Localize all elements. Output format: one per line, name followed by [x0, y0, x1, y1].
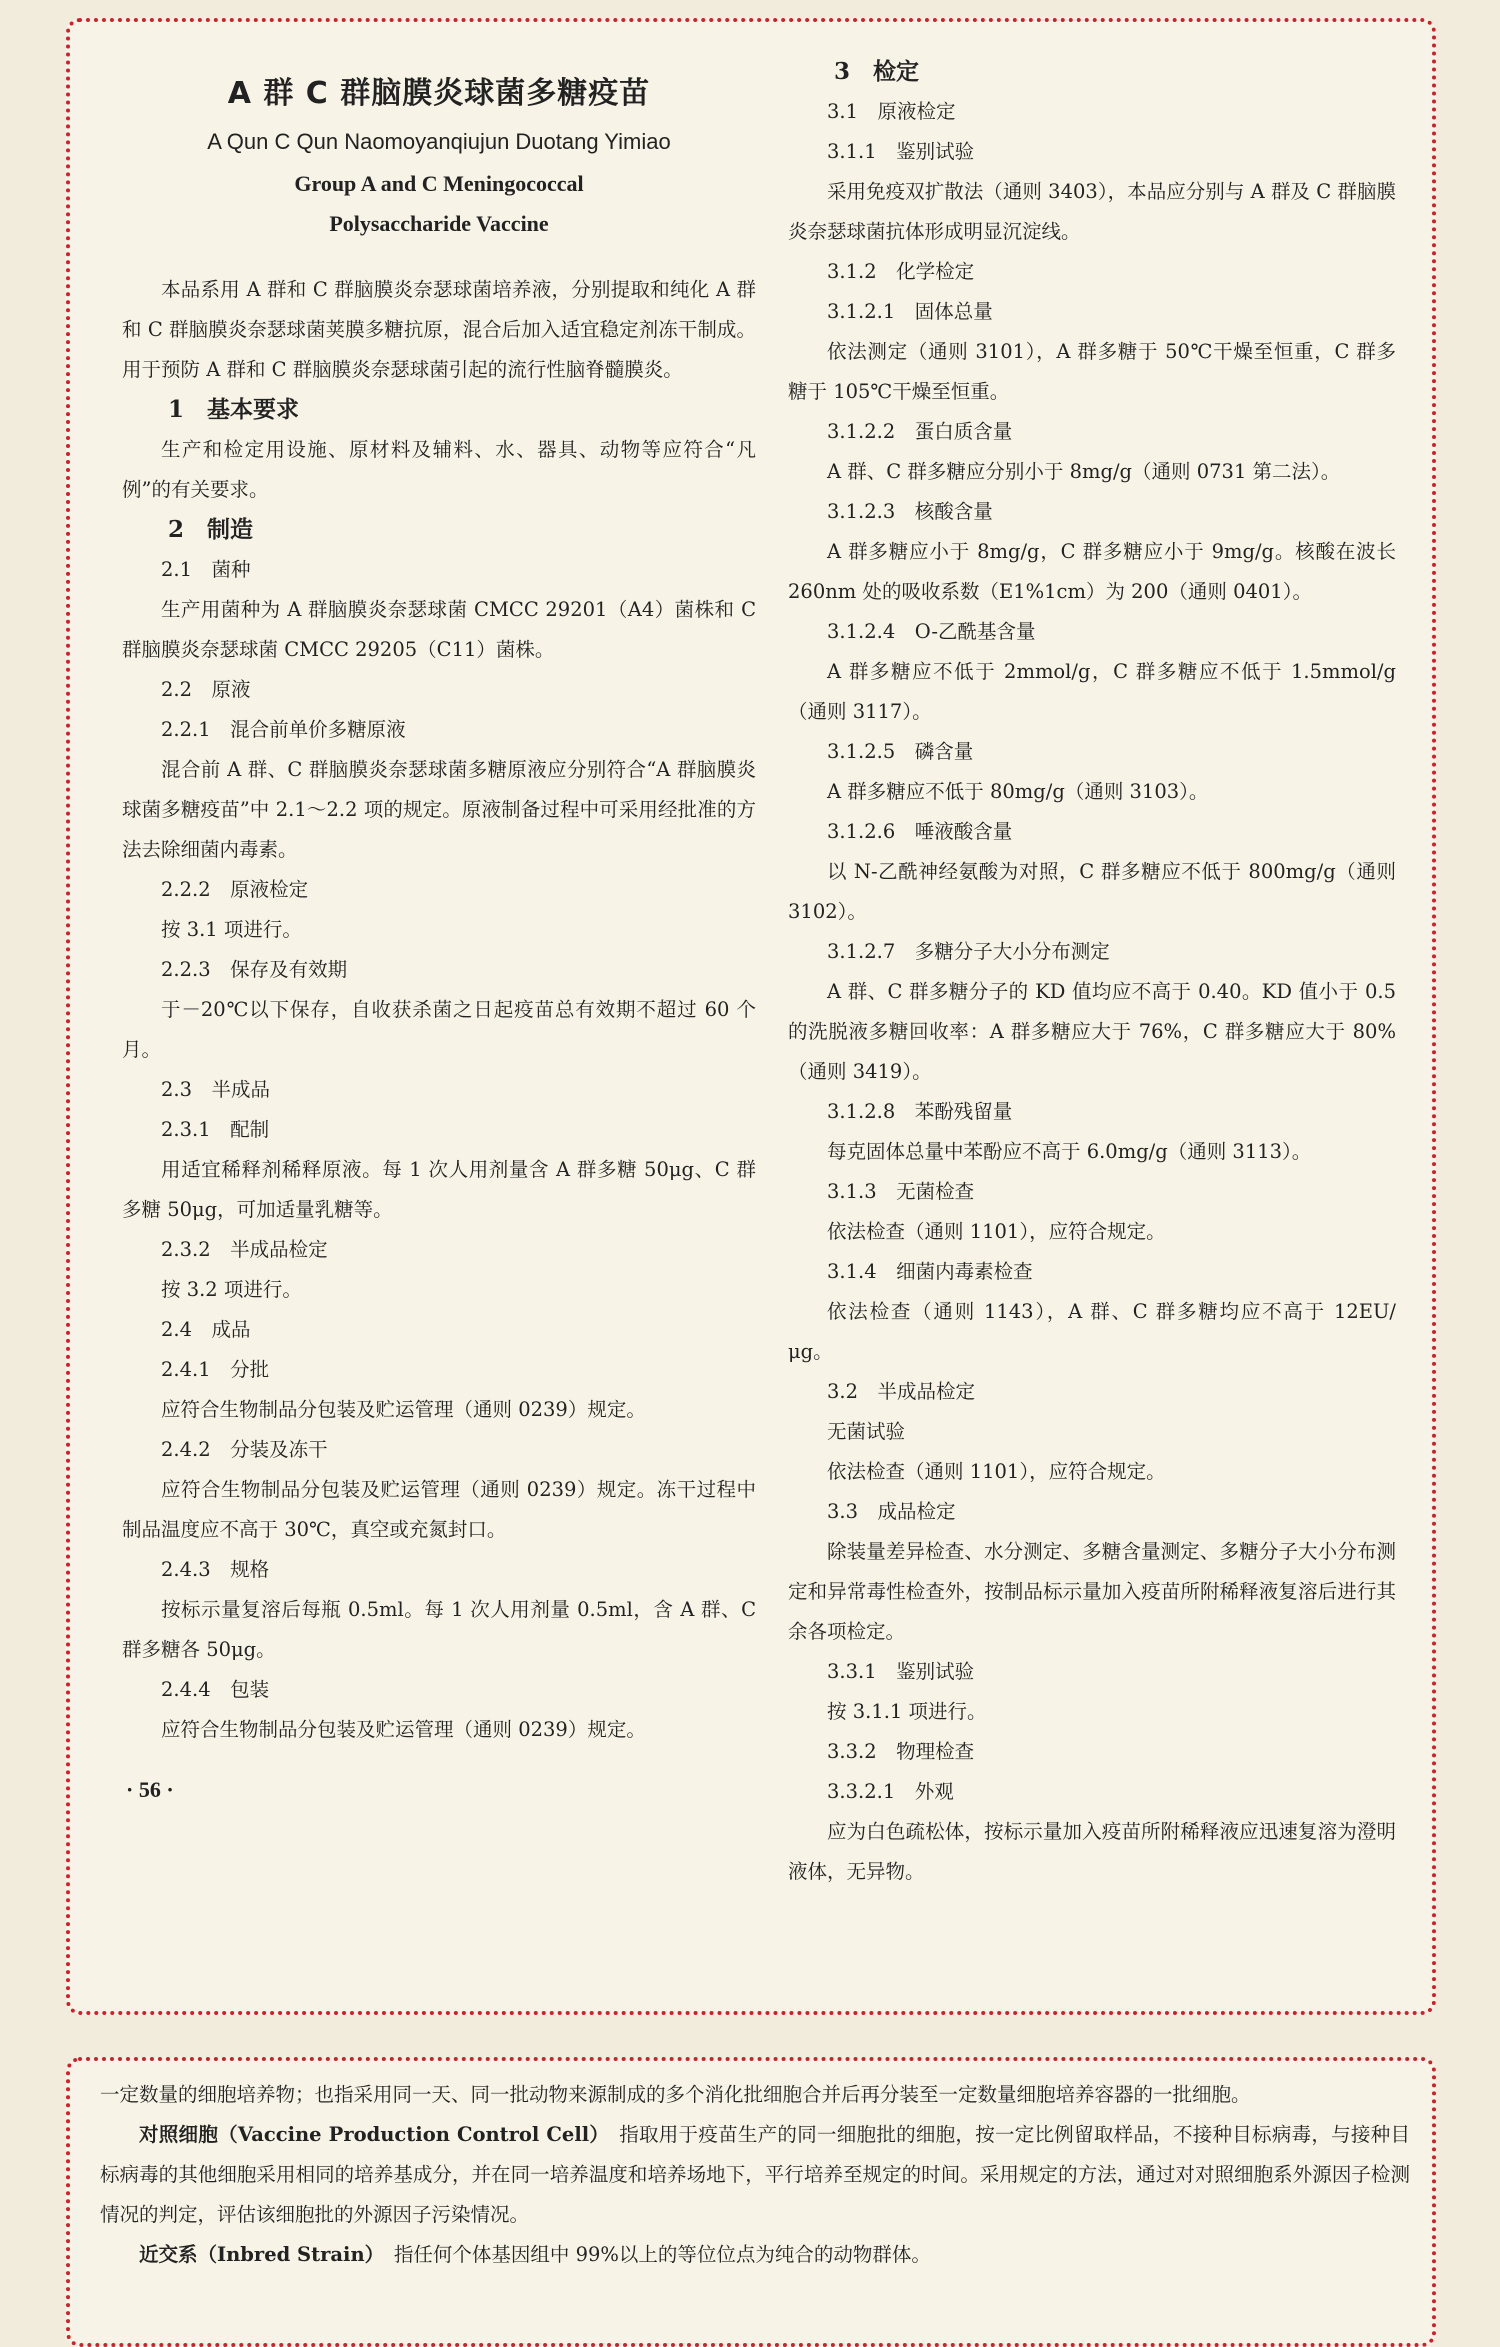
heading-2-4-2: 2.4.2 分装及冻干: [161, 1438, 328, 1461]
heading-3: 3 检定: [834, 58, 920, 85]
para-2-4-1: 应符合生物制品分包装及贮运管理（通则 0239）规定。: [161, 1398, 646, 1421]
heading-2-4: 2.4 成品: [161, 1318, 251, 1341]
para-3-3-1: 按 3.1.1 项进行。: [827, 1700, 987, 1723]
para-3-3-2-1: 应为白色疏松体，按标示量加入疫苗所附稀释液应迅速复溶为澄明液体，无异物。: [788, 1820, 1396, 1883]
para-2-3-2: 按 3.2 项进行。: [161, 1278, 302, 1301]
heading-3-3-2-1: 3.3.2.1 外观: [827, 1780, 954, 1803]
heading-3-1-2-6: 3.1.2.6 唾液酸含量: [827, 820, 1013, 843]
heading-3-1-2-1: 3.1.2.1 固体总量: [827, 300, 993, 323]
heading-2-1: 2.1 菌种: [161, 558, 251, 581]
para-3-1-2-1: 依法测定（通则 3101），A 群多糖于 50℃干燥至恒重，C 群多糖于 105℃干燥至恒重。: [788, 340, 1396, 403]
heading-3-1-2-7: 3.1.2.7 多糖分子大小分布测定: [827, 940, 1110, 963]
glossary-line-1: 一定数量的细胞培养物；也指采用同一天、同一批动物来源制成的多个消化批细胞合并后再分装至一定数量细胞培养容器的一批细胞。: [100, 2083, 1251, 2106]
para-2-4-2: 应符合生物制品分包装及贮运管理（通则 0239）规定。冻干过程中制品温度应不高于 30℃，真空或充氮封口。: [122, 1478, 756, 1541]
heading-3-1-3: 3.1.3 无菌检查: [827, 1180, 975, 1203]
para-3-1-4: 依法检查（通则 1143），A 群、C 群多糖均应不高于 12EU/μg。: [788, 1300, 1396, 1363]
heading-3-1-2-5: 3.1.2.5 磷含量: [827, 740, 974, 763]
para-3-1-2-4: A 群多糖应不低于 2mmol/g，C 群多糖应不低于 1.5mmol/g（通则 3117）。: [788, 660, 1396, 723]
para-3-1-2-2: A 群、C 群多糖应分别小于 8mg/g（通则 0731 第二法）。: [827, 460, 1341, 483]
para-2-4-4: 应符合生物制品分包装及贮运管理（通则 0239）规定。: [161, 1718, 646, 1741]
heading-3-1-2-8: 3.1.2.8 苯酚残留量: [827, 1100, 1013, 1123]
heading-3-2-sub: 无菌试验: [827, 1420, 906, 1443]
heading-3-1-2: 3.1.2 化学检定: [827, 260, 975, 283]
page-number: · 56 ·: [126, 1777, 174, 1802]
intro-paragraph: 本品系用 A 群和 C 群脑膜炎奈瑟球菌培养液，分别提取和纯化 A 群和 C 群脑膜炎奈瑟球菌荚膜多糖抗原，混合后加入适宜稳定剂冻干制成。用于预防 A 群和 C 群脑膜炎奈瑟球菌引起的流行性脑脊髓膜炎。: [122, 278, 756, 381]
heading-3-1: 3.1 原液检定: [827, 100, 956, 123]
glossary-entry-control-cell: [100, 2115, 1410, 2235]
heading-2-4-4: 2.4.4 包装: [161, 1678, 270, 1701]
para-3-1-2-8: 每克固体总量中苯酚应不高于 6.0mg/g（通则 3113）。: [827, 1140, 1312, 1163]
para-3-1-2-6: 以 N-乙酰神经氨酸为对照，C 群多糖应不低于 800mg/g（通则 3102）。: [788, 860, 1396, 923]
para-1: 生产和检定用设施、原材料及辅料、水、器具、动物等应符合“凡例”的有关要求。: [122, 438, 756, 501]
right-column: [788, 52, 1396, 1892]
para-2-1: 生产用菌种为 A 群脑膜炎奈瑟球菌 CMCC 29201（A4）菌株和 C 群脑膜炎奈瑟球菌 CMCC 29205（C11）菌株。: [122, 598, 756, 661]
para-2-2-3: 于－20℃以下保存，自收获杀菌之日起疫苗总有效期不超过 60 个月。: [122, 998, 756, 1061]
heading-3-3-2: 3.3.2 物理检查: [827, 1740, 975, 1763]
english-title-line-1: Group A and C Meningococcal: [294, 171, 584, 196]
heading-3-1-1: 3.1.1 鉴别试验: [827, 140, 975, 163]
heading-3-1-2-4: 3.1.2.4 O-乙酰基含量: [827, 620, 1036, 643]
glossary-frame: [66, 2057, 1436, 2347]
para-3-1-2-3: A 群多糖应小于 8mg/g，C 群多糖应小于 9mg/g。核酸在波长 260nm 处的吸收系数（E1%1cm）为 200（通则 0401）。: [788, 540, 1396, 603]
article-english-title: [122, 164, 756, 244]
para-3-1-2-7: A 群、C 群多糖分子的 KD 值均应不高于 0.40。KD 值小于 0.5 的洗脱液多糖回收率：A 群多糖应大于 76%，C 群多糖应大于 80%（通则 3419）。: [788, 980, 1396, 1083]
heading-2-4-3: 2.4.3 规格: [161, 1558, 270, 1581]
heading-2-2: 2.2 原液: [161, 678, 251, 701]
heading-3-2: 3.2 半成品检定: [827, 1380, 976, 1403]
heading-3-1-2-3: 3.1.2.3 核酸含量: [827, 500, 993, 523]
para-3-2: 依法检查（通则 1101），应符合规定。: [827, 1460, 1166, 1483]
article-title: A 群 C 群脑膜炎球菌多糖疫苗: [227, 76, 651, 111]
glossary-entry-inbred-strain: [100, 2235, 1410, 2275]
heading-2-3-2: 2.3.2 半成品检定: [161, 1238, 328, 1261]
heading-2-2-3: 2.2.3 保存及有效期: [161, 958, 348, 981]
glossary-def-control-cell: 指取用于疫苗生产的同一细胞批的细胞，按一定比例留取样品，不接种目标病毒，与接种目标病毒的其他细胞采用相同的培养基成分，并在同一培养温度和培养场地下，平行培养至规定的时间。采用规定的方法，通过对对照细胞系外源因子检测情况的判定，评估该细胞批的外源因子污染情况。: [100, 2123, 1410, 2226]
para-3-1-2-5: A 群多糖应不低于 80mg/g（通则 3103）。: [827, 780, 1209, 803]
para-2-4-3: 按标示量复溶后每瓶 0.5ml。每 1 次人用剂量 0.5ml，含 A 群、C 群多糖各 50μg。: [122, 1598, 756, 1661]
heading-2-3-1: 2.3.1 配制: [161, 1118, 270, 1141]
heading-2-2-1: 2.2.1 混合前单价多糖原液: [161, 718, 406, 741]
para-3-1-3: 依法检查（通则 1101），应符合规定。: [827, 1220, 1166, 1243]
heading-3-3: 3.3 成品检定: [827, 1500, 956, 1523]
glossary-text: [100, 2075, 1410, 2275]
glossary-term-inbred-strain: 近交系（Inbred Strain）: [139, 2243, 375, 2266]
english-title-line-2: Polysaccharide Vaccine: [329, 211, 549, 236]
left-column: [122, 52, 756, 1810]
para-2-2-1: 混合前 A 群、C 群脑膜炎奈瑟球菌多糖原液应分别符合“A 群脑膜炎球菌多糖疫苗”中 2.1～2.2 项的规定。原液制备过程中可采用经批准的方法去除细菌内毒素。: [122, 758, 756, 861]
article-pinyin: A Qun C Qun Naomoyanqiujun Duotang Yimiao: [207, 129, 671, 154]
heading-2-4-1: 2.4.1 分批: [161, 1358, 270, 1381]
para-2-3-1: 用适宜稀释剂稀释原液。每 1 次人用剂量含 A 群多糖 50μg、C 群多糖 50μg，可加适量乳糖等。: [122, 1158, 756, 1221]
para-2-2-2: 按 3.1 项进行。: [161, 918, 302, 941]
heading-2-3: 2.3 半成品: [161, 1078, 271, 1101]
main-page-frame: [66, 18, 1436, 2015]
para-3-1-1: 采用免疫双扩散法（通则 3403），本品应分别与 A 群及 C 群脑膜炎奈瑟球菌抗体形成明显沉淀线。: [788, 180, 1396, 243]
heading-1: 1 基本要求: [168, 396, 300, 423]
heading-2-2-2: 2.2.2 原液检定: [161, 878, 309, 901]
heading-3-1-4: 3.1.4 细菌内毒素检查: [827, 1260, 1033, 1283]
heading-3-3-1: 3.3.1 鉴别试验: [827, 1660, 975, 1683]
heading-2: 2 制造: [168, 516, 254, 543]
para-3-3: 除装量差异检查、水分测定、多糖含量测定、多糖分子大小分布测定和异常毒性检查外，按制品标示量加入疫苗所附稀释液复溶后进行其余各项检定。: [788, 1540, 1396, 1643]
heading-3-1-2-2: 3.1.2.2 蛋白质含量: [827, 420, 1013, 443]
glossary-term-control-cell: 对照细胞（Vaccine Production Control Cell）: [139, 2123, 600, 2146]
glossary-def-inbred-strain: 指任何个体基因组中 99%以上的等位位点为纯合的动物群体。: [393, 2243, 931, 2266]
